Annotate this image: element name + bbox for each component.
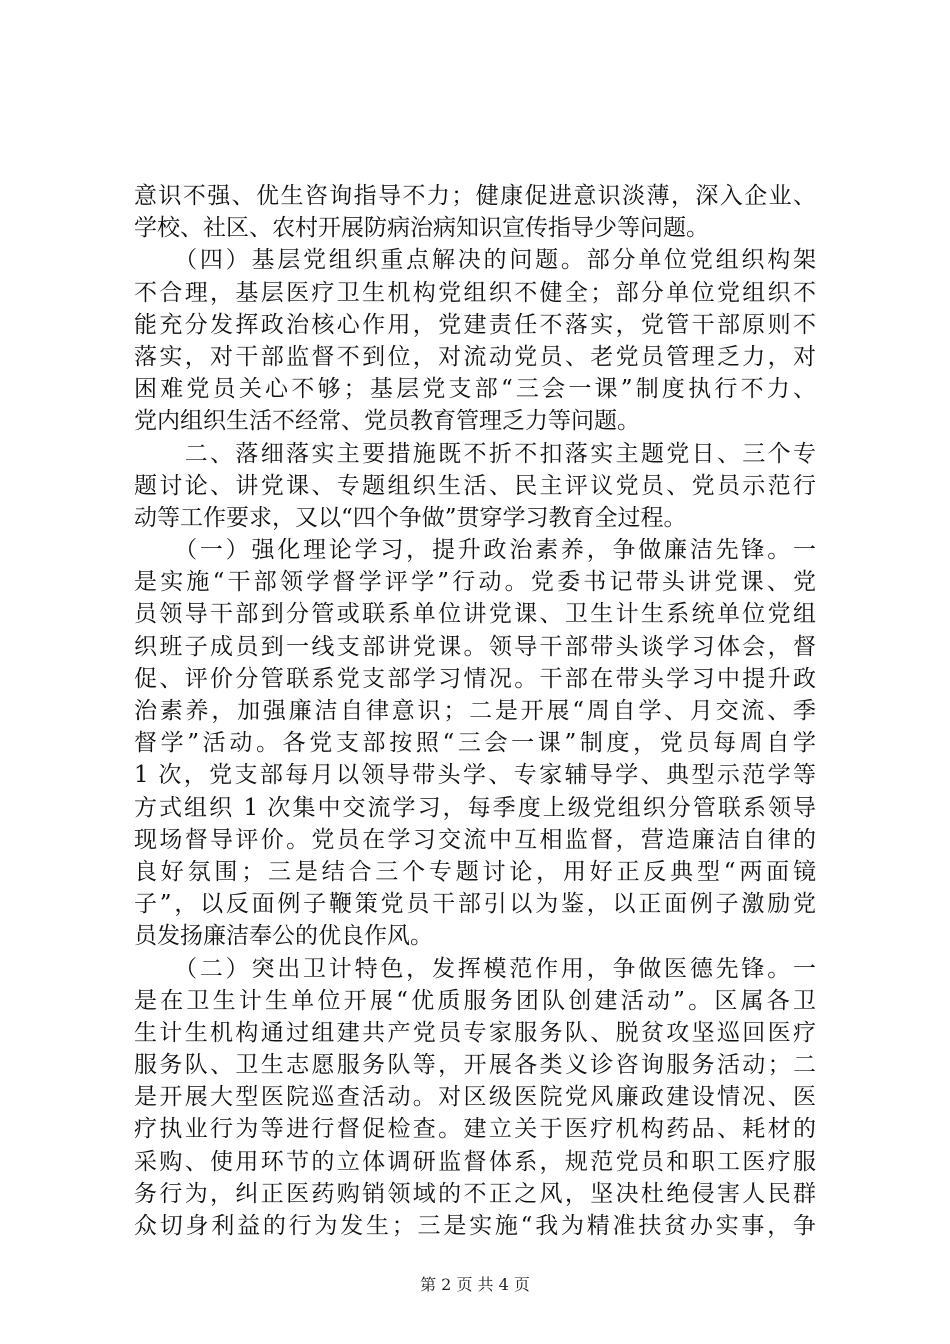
text-line: 学校、社区、农村开展防病治病知识宣传指导少等问题。 xyxy=(134,215,709,242)
text-line: 生计生机构通过组建共产党员专家服务队、脱贫攻坚巡回医疗 xyxy=(134,1019,816,1046)
text-line: 二、落细落实主要措施既不折不扣落实主题党日、三个专 xyxy=(134,440,816,467)
page-footer: 第 2 页 共 4 页 xyxy=(420,1275,530,1294)
text-line: 题讨论、讲党课、专题组织生活、民主评议党员、党员示范行 xyxy=(134,472,816,499)
text-line: 疗执业行为等进行督促检查。建立关于医疗机构药品、耗材的 xyxy=(134,1116,816,1143)
text-line: 不合理，基层医疗卫生机构党组织不健全；部分单位党组织不 xyxy=(134,279,816,306)
text-line: 子”，以反面例子鞭策党员干部引以为鉴，以正面例子激励党 xyxy=(134,891,816,918)
text-line: 织班子成员到一线支部讲党课。领导干部带头谈学习体会，督 xyxy=(134,633,816,660)
text-line: 众切身利益的行为发生；三是实施“我为精准扶贫办实事，争 xyxy=(134,1213,816,1239)
text-line: 服务队、卫生志愿服务队等，开展各类义诊咨询服务活动；二 xyxy=(134,1052,816,1079)
text-line: 动等工作要求，又以“四个争做”贯穿学习教育全过程。 xyxy=(134,504,687,531)
text-line: 督学”活动。各党支部按照“三会一课”制度，党员每周自学 xyxy=(134,730,816,757)
text-line: 现场督导评价。党员在学习交流中互相监督，营造廉洁自律的 xyxy=(134,826,816,853)
text-line: 意识不强、优生咨询指导不力；健康促进意识淡薄，深入企业、 xyxy=(134,183,816,209)
text-line: 党内组织生活不经常、党员教育管理乏力等问题。 xyxy=(134,408,640,435)
text-line: （一）强化理论学习，提升政治素养，争做廉洁先锋。一 xyxy=(134,537,816,564)
text-line: 1 次，党支部每月以领导带头学、专家辅导学、典型示范学等 xyxy=(134,762,816,789)
text-line: 是开展大型医院巡查活动。对区级医院党风廉政建设情况、医 xyxy=(134,1084,816,1111)
text-line: 困难党员关心不够；基层党支部“三会一课”制度执行不力、 xyxy=(134,376,816,403)
text-line: 能充分发挥政治核心作用，党建责任不落实，党管干部原则不 xyxy=(134,311,816,338)
text-line: 落实，对干部监督不到位，对流动党员、老党员管理乏力，对 xyxy=(134,343,816,370)
text-line: 是实施“干部领学督学评学”行动。党委书记带头讲党课、党 xyxy=(134,569,816,596)
text-line: 方式组织 1 次集中交流学习，每季度上级党组织分管联系领导 xyxy=(134,794,816,821)
text-line: （四）基层党组织重点解决的问题。部分单位党组织构架 xyxy=(134,247,816,274)
document-body xyxy=(134,180,816,1242)
text-line: 治素养，加强廉洁自律意识；二是开展“周自学、月交流、季 xyxy=(134,698,816,724)
text-line: 员发扬廉洁奉公的优良作风。 xyxy=(134,923,433,950)
text-line: （二）突出卫计特色，发挥模范作用，争做医德先锋。一 xyxy=(134,955,816,982)
text-line: 促、评价分管联系党支部学习情况。干部在带头学习中提升政 xyxy=(134,665,816,692)
text-line: 采购、使用环节的立体调研监督体系，规范党员和职工医疗服 xyxy=(134,1148,816,1175)
text-line: 良好氛围；三是结合三个专题讨论，用好正反典型“两面镜 xyxy=(134,858,816,885)
text-line: 是在卫生计生单位开展“优质服务团队创建活动”。区属各卫 xyxy=(134,987,816,1014)
text-line: 员领导干部到分管或联系单位讲党课、卫生计生系统单位党组 xyxy=(134,601,816,628)
text-line: 务行为，纠正医药购销领域的不正之风，坚决杜绝侵害人民群 xyxy=(134,1180,816,1207)
